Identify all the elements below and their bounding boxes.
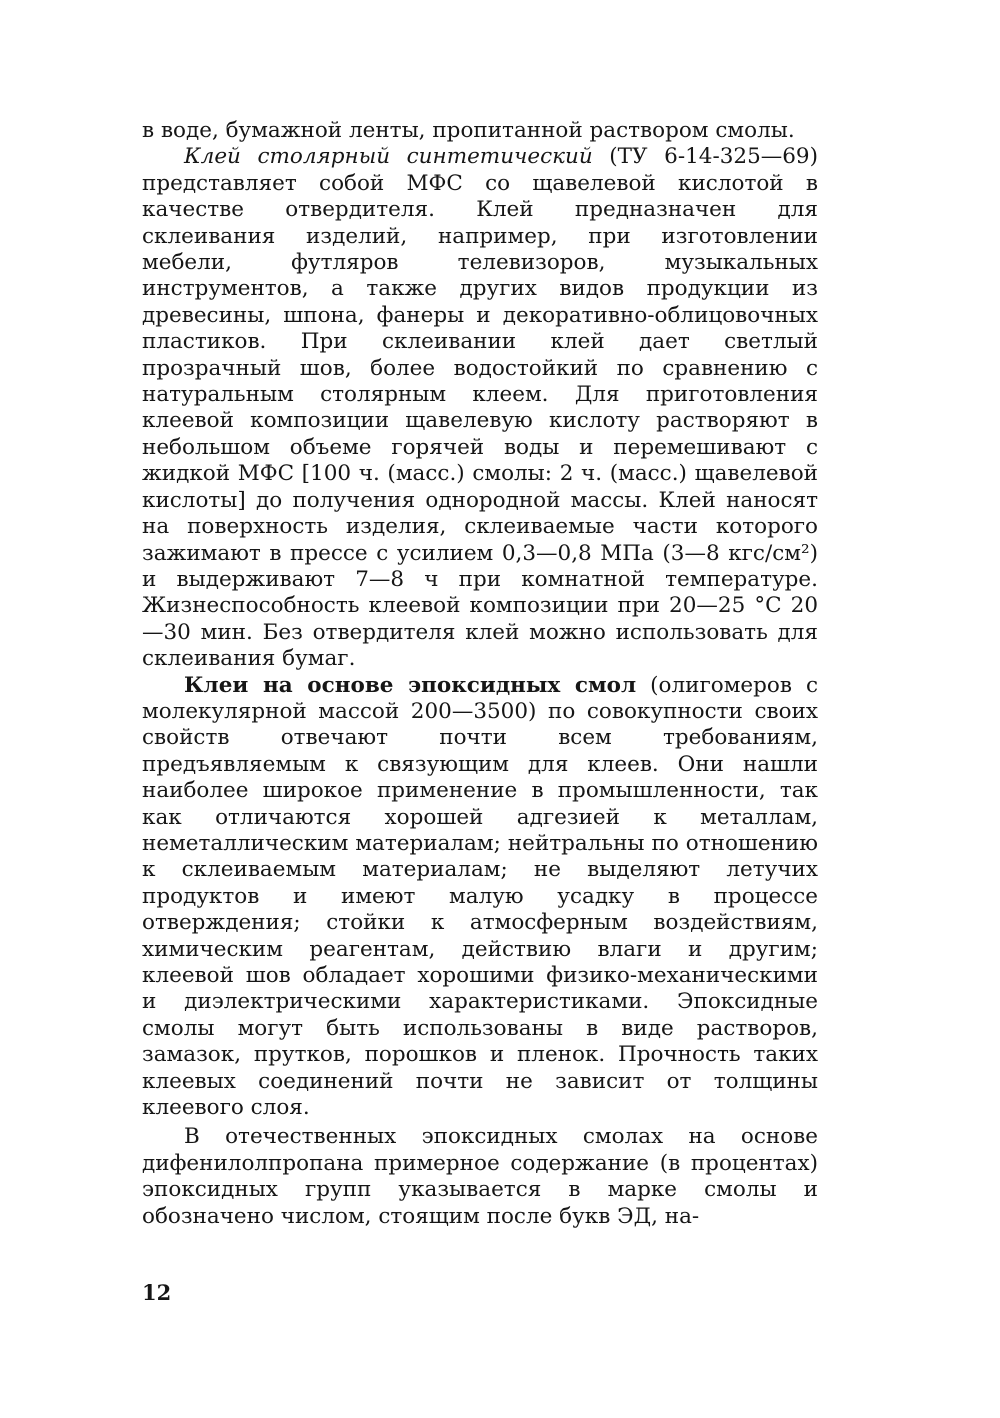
paragraph-domestic-epoxy-resins	[142, 1124, 818, 1230]
paragraph-lead-italic: Клей столярный синтетический	[184, 144, 593, 170]
page-text-block	[142, 118, 818, 1230]
paragraph-text: (ТУ 6-14-325—69) представляет собой МФС со щавелевой кислотой в качестве отвердителя. Клей предназначен для склеивания изделий, например, при изготовлении мебели, футляров телевизоров, музыкальных инструментов, а также других видов продукции из древесины, шпона, фанеры и декоративно-облицовочных пластиков. При склеивании клей дает светлый прозрачный шов, более водостойкий по сравнению с натуральным столярным клеем. Для приготовления клеевой композиции щавелевую кислоту растворяют в небольшом объеме горячей воды и перемешивают с жидкой МФС [100 ч. (масс.) смолы: 2 ч. (масс.) щавелевой кислоты] до получения однородной массы. Клей наносят на поверхность изделия, склеиваемые части которого зажимают в прессе с усилием 0,3—0,8 МПа (3—8 кгс/см²) и выдерживают 7—8 ч при комнатной температуре. Жизнеспособность клеевой композиции при 20—25 °С 20—30 мин. Без отвердителя клей можно использовать для склеивания бумаг.	[142, 144, 818, 672]
page-number: 12	[142, 1280, 172, 1305]
paragraph-lead-bold: Клеи на основе эпоксидных смол	[184, 672, 637, 698]
paragraph-epoxy-glues	[142, 673, 818, 1122]
paragraph-text: В отечественных эпоксидных смолах на основе дифенилолпропана примерное содержание (в процентах) эпоксидных групп указывается в марке смолы и обозначено числом, стоящим после букв ЭД, на-	[142, 1124, 818, 1229]
paragraph-text: (олигомеров с молекулярной массой 200—3500) по совокупности своих свойств отвечают почти всем требованиям, предъявляемым к связующим для клеев. Они нашли наиболее широкое применение в промышленности, так как отличаются хорошей адгезией к металлам, неметаллическим материалам; нейтральны по отношению к склеиваемым материалам; не выделяют летучих продуктов и имеют малую усадку в процессе отверждения; стойки к атмосферным воздействиям, химическим реагентам, действию влаги и другим; клеевой шов обладает хорошими физико-механическими и диэлектрическими характеристиками. Эпоксидные смолы могут быть использованы в виде растворов, замазок, прутков, порошков и пленок. Прочность таких клеевых соединений почти не зависит от толщины клеевого слоя.	[142, 672, 818, 1121]
paragraph-text: в воде, бумажной ленты, пропитанной раствором смолы.	[142, 118, 795, 143]
paragraph-continuation	[142, 118, 818, 144]
paragraph-synthetic-joiner-glue	[142, 144, 818, 672]
